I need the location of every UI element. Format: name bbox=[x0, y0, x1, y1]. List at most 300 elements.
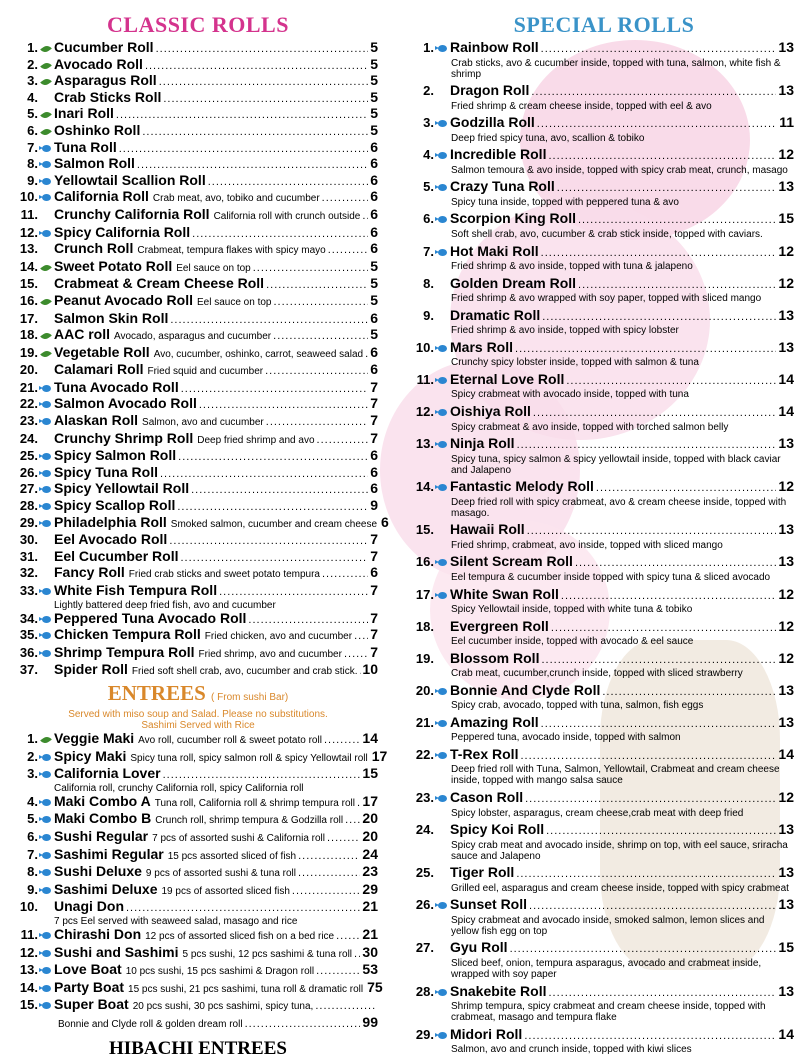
item-price: 14 bbox=[778, 745, 794, 762]
right-column bbox=[414, 10, 794, 1056]
item-number: 19. bbox=[415, 650, 434, 666]
menu-item bbox=[414, 436, 794, 476]
menu-item-row bbox=[18, 498, 378, 515]
item-price: 6 bbox=[370, 188, 378, 205]
item-sub-description: Fried shrimp & avo inside, topped with spicy lobster bbox=[451, 325, 679, 337]
menu-item-row bbox=[18, 513, 389, 533]
fish-icon bbox=[40, 503, 53, 510]
dot-leader bbox=[541, 717, 777, 733]
menu-item-row bbox=[18, 259, 378, 277]
item-number: 3. bbox=[27, 73, 38, 89]
fish-icon bbox=[40, 178, 53, 185]
leaf-icon bbox=[40, 44, 52, 55]
item-sub-description: California roll, crunchy California roll, spicy California roll bbox=[54, 782, 304, 794]
item-name: Alaskan Roll bbox=[54, 412, 139, 429]
item-price: 6 bbox=[370, 463, 378, 480]
item-price: 20 bbox=[362, 827, 378, 844]
item-price: 13 bbox=[778, 864, 794, 881]
menu-item-row bbox=[18, 532, 378, 549]
raw-fish-icon bbox=[434, 790, 450, 806]
item-number: 16. bbox=[415, 554, 434, 570]
dot-leader bbox=[322, 567, 368, 582]
item-price: 6 bbox=[370, 309, 378, 326]
item-description: 19 pcs of assorted sliced fish bbox=[161, 885, 290, 897]
menu-item bbox=[414, 865, 794, 894]
leaf-icon bbox=[40, 735, 52, 746]
item-price: 12 bbox=[778, 274, 794, 291]
dot-leader bbox=[273, 329, 368, 344]
item-sub-description: Deep fried roll with Tuna, Salmon, Yellowtail, Crabmeat and cream cheese inside, topped with mango salsa sauce bbox=[451, 764, 780, 787]
hibachi-title: HIBACHI ENTREES bbox=[109, 1038, 287, 1056]
item-price: 13 bbox=[778, 553, 794, 570]
menu-item bbox=[18, 311, 378, 328]
menu-item-row bbox=[18, 565, 378, 583]
menu-item bbox=[414, 244, 794, 273]
item-price: 6 bbox=[370, 480, 378, 497]
entrees-note: Served with miso soup and Salad. Please no substitutions. bbox=[68, 708, 328, 720]
item-sub-description: Grilled eel, asparagus and cream cheese inside, topped with spicy crabmeat bbox=[451, 882, 789, 894]
menu-item bbox=[18, 140, 378, 157]
item-price: 12 bbox=[778, 242, 794, 259]
item-number: 19. bbox=[19, 344, 38, 360]
fish-icon bbox=[436, 184, 449, 191]
menu-item bbox=[18, 532, 378, 549]
raw-fish-icon bbox=[38, 516, 54, 531]
item-description: Spicy tuna roll, spicy salmon roll & spicy Yellowtail roll bbox=[130, 752, 368, 764]
item-number: 22. bbox=[415, 746, 434, 762]
raw-fish-icon bbox=[38, 414, 54, 429]
dot-leader bbox=[529, 899, 776, 915]
menu-item-row bbox=[18, 627, 378, 645]
menu-item bbox=[18, 362, 378, 380]
item-number: 2. bbox=[27, 748, 38, 764]
item-price: 14 bbox=[778, 370, 794, 387]
item-price: 6 bbox=[370, 240, 378, 257]
item-number: 15. bbox=[19, 276, 38, 292]
item-price: 13 bbox=[778, 39, 794, 55]
item-number: 29. bbox=[19, 514, 38, 530]
menu-item-row bbox=[18, 747, 388, 767]
menu-item bbox=[414, 1027, 794, 1056]
item-number: 2. bbox=[27, 56, 38, 72]
item-number: 13. bbox=[19, 962, 38, 978]
item-name: Hawaii Roll bbox=[450, 521, 525, 538]
menu-item bbox=[18, 927, 378, 945]
item-number: 33. bbox=[19, 583, 38, 598]
item-sub-description: Eel tempura & cucumber inside topped with spicy tuna & sliced avocado bbox=[451, 571, 771, 583]
item-description: Tuna roll, California roll & shrimp tempura roll bbox=[154, 797, 355, 809]
menu-item-row bbox=[18, 207, 378, 225]
dot-leader bbox=[163, 768, 361, 783]
item-price: 5 bbox=[370, 275, 378, 292]
item-price: 7 bbox=[370, 626, 378, 643]
menu-item bbox=[18, 465, 378, 482]
item-number: 1. bbox=[27, 40, 38, 55]
menu-item-row bbox=[18, 899, 378, 916]
item-name: Vegetable Roll bbox=[54, 343, 150, 360]
item-name: Asparagus Roll bbox=[54, 72, 157, 89]
dot-leader bbox=[219, 585, 368, 600]
item-name: Chirashi Don bbox=[54, 925, 142, 942]
dot-leader bbox=[541, 246, 777, 262]
item-sub-description: Spicy crab, avocado, topped with tuna, salmon, fish eggs bbox=[451, 700, 704, 712]
menu-item-row bbox=[18, 57, 378, 74]
item-sub-description: Spicy tuna inside, topped with peppered tuna & avo bbox=[451, 196, 679, 208]
item-description: 10 pcs sushi, 15 pcs sashimi & Dragon roll bbox=[125, 966, 315, 978]
menu-item-row bbox=[414, 747, 794, 765]
menu-item bbox=[18, 276, 378, 293]
menu-item bbox=[414, 822, 794, 862]
raw-fish-icon bbox=[434, 479, 450, 495]
menu-item bbox=[18, 57, 378, 74]
item-price: 20 bbox=[362, 810, 378, 827]
dot-leader bbox=[126, 901, 360, 916]
menu-item-row bbox=[18, 225, 378, 242]
item-price: 7 bbox=[370, 609, 378, 626]
item-name: Tiger Roll bbox=[450, 864, 515, 881]
leaf-icon bbox=[40, 77, 52, 88]
item-name: Amazing Roll bbox=[450, 713, 539, 730]
item-description: 5 pcs sushi, 12 pcs sashimi & tuna roll bbox=[182, 948, 353, 960]
item-name: Eel Cucumber Roll bbox=[54, 547, 179, 564]
item-description: Fried squid and cucumber bbox=[147, 366, 264, 378]
menu-item-row bbox=[18, 978, 383, 998]
dot-leader bbox=[541, 42, 777, 58]
fish-icon bbox=[40, 932, 53, 939]
menu-item-row bbox=[18, 90, 378, 107]
raw-fish-icon bbox=[38, 963, 54, 978]
fish-icon bbox=[40, 1002, 53, 1009]
fish-icon bbox=[40, 194, 53, 201]
dot-leader bbox=[292, 884, 361, 899]
fish-icon bbox=[436, 752, 449, 759]
item-number: 6. bbox=[27, 828, 38, 844]
menu-item bbox=[18, 583, 378, 611]
item-name: Sashimi Regular bbox=[54, 845, 164, 862]
item-description: Bonnie and Clyde roll & golden dream roll bbox=[58, 1018, 243, 1030]
item-number: 24. bbox=[19, 430, 38, 446]
entrees-heading: ENTREES bbox=[107, 680, 206, 705]
dot-leader bbox=[266, 415, 368, 430]
item-number: 14. bbox=[415, 479, 434, 495]
fish-icon bbox=[40, 588, 53, 595]
menu-item-row bbox=[18, 864, 378, 882]
menu-item-row bbox=[414, 404, 794, 422]
fish-icon bbox=[40, 834, 53, 841]
item-description: Deep fried shrimp and avo bbox=[197, 434, 315, 446]
menu-item bbox=[18, 173, 378, 190]
dot-leader bbox=[180, 551, 368, 566]
item-sub-description: Spicy crab meat and avocado inside, shrimp on top, with eel sauce, sriracha sauce and Jalapeno bbox=[451, 839, 788, 862]
item-price: 12 bbox=[778, 617, 794, 634]
item-name: Oishiya Roll bbox=[450, 403, 531, 420]
item-sub-description: Spicy Yellowtail inside, topped with white tuna & tobiko bbox=[451, 604, 693, 615]
item-name: Salmon Skin Roll bbox=[54, 309, 169, 326]
item-name: Spicy Salmon Roll bbox=[54, 447, 177, 464]
raw-fish-icon bbox=[434, 587, 450, 603]
raw-fish-icon bbox=[38, 946, 54, 961]
menu-item bbox=[18, 40, 378, 57]
dot-leader bbox=[354, 947, 360, 962]
item-name: California Lover bbox=[54, 765, 161, 782]
raw-fish-icon bbox=[434, 179, 450, 195]
item-number: 17. bbox=[415, 586, 434, 602]
raw-fish-icon bbox=[38, 226, 54, 241]
menu-item bbox=[18, 413, 378, 431]
menu-item bbox=[18, 448, 378, 465]
menu-item bbox=[18, 611, 378, 628]
raw-fish-icon bbox=[38, 141, 54, 156]
entrees-list bbox=[18, 729, 388, 1033]
item-name: Veggie Maki bbox=[54, 729, 135, 746]
item-name: Scorpion King Roll bbox=[450, 210, 576, 227]
item-number: 14. bbox=[19, 979, 38, 995]
item-name: Maki Combo B bbox=[54, 810, 152, 827]
raw-fish-icon bbox=[434, 372, 450, 388]
menu-item bbox=[18, 106, 378, 123]
menu-item-row bbox=[414, 554, 794, 572]
menu-item-row bbox=[414, 83, 794, 101]
dot-leader bbox=[533, 406, 777, 422]
item-description: Fried chicken, avo and cucumber bbox=[204, 631, 353, 643]
item-sub-description: Lightly battered deep fried fish, avo and cucumber bbox=[54, 599, 276, 611]
raw-fish-icon bbox=[38, 848, 54, 863]
item-name: Eternal Love Roll bbox=[450, 370, 565, 387]
item-number: 10. bbox=[415, 339, 434, 355]
item-number: 20. bbox=[415, 682, 434, 698]
fish-icon bbox=[40, 887, 53, 894]
item-price: 5 bbox=[370, 105, 378, 122]
dot-leader bbox=[317, 433, 369, 448]
item-price: 15 bbox=[362, 765, 378, 782]
fish-icon bbox=[40, 950, 53, 957]
item-sub-description: Peppered tuna, avocado inside, topped with salmon bbox=[451, 732, 681, 744]
raw-fish-icon bbox=[38, 584, 54, 599]
item-name: Blossom Roll bbox=[450, 649, 540, 666]
menu-item-row bbox=[414, 790, 794, 808]
item-price: 12 bbox=[778, 585, 794, 602]
dot-leader bbox=[602, 685, 776, 701]
dot-leader bbox=[520, 749, 776, 765]
item-description: 15 pcs sushi, 21 pcs sashimi, tuna roll & dramatic roll bbox=[128, 983, 364, 995]
fish-icon bbox=[40, 486, 53, 493]
item-description: 7 pcs of assorted sushi & California roll bbox=[152, 832, 325, 844]
item-name: Party Boat bbox=[54, 978, 125, 995]
item-number: 4. bbox=[423, 147, 434, 163]
raw-fish-icon bbox=[434, 115, 450, 131]
item-name: Chicken Tempura Roll bbox=[54, 626, 201, 643]
dot-leader bbox=[192, 227, 368, 242]
item-description: Fried shrimp, avo and cucumber bbox=[198, 648, 342, 660]
item-description: 20 pcs sushi, 30 pcs sashimi, spicy tuna, bbox=[132, 1001, 314, 1013]
dot-leader bbox=[546, 824, 776, 840]
leaf-icon bbox=[40, 297, 52, 308]
fish-icon bbox=[40, 145, 53, 152]
menu-item-row bbox=[18, 481, 378, 498]
item-description: Crunch roll, shrimp tempura & Godzilla roll bbox=[155, 815, 344, 827]
item-sub-description: Spicy lobster, asparagus, cream cheese,crab meat with deep fried bbox=[451, 807, 744, 819]
menu-item-row bbox=[414, 683, 794, 701]
item-name: Fancy Roll bbox=[54, 564, 125, 581]
menu-item-row bbox=[18, 311, 378, 328]
raw-fish-icon bbox=[38, 190, 54, 205]
item-price: 15 bbox=[778, 210, 794, 227]
item-description: Avo, cucumber, oshinko, carrot, seaweed salad bbox=[153, 348, 364, 360]
dot-leader bbox=[365, 347, 368, 362]
menu-item bbox=[414, 276, 794, 305]
fish-icon bbox=[436, 592, 449, 599]
fish-icon bbox=[436, 559, 449, 566]
menu-item bbox=[18, 627, 378, 645]
item-name: Dramatic Roll bbox=[450, 306, 541, 323]
fish-icon bbox=[436, 1032, 449, 1039]
dot-leader bbox=[336, 929, 360, 944]
item-name: Salmon Roll bbox=[54, 155, 135, 172]
fish-icon bbox=[40, 385, 53, 392]
item-name: Unagi Don bbox=[54, 898, 124, 915]
dot-leader bbox=[525, 792, 776, 808]
leaf-icon bbox=[40, 110, 52, 121]
item-name: Spicy California Roll bbox=[54, 223, 191, 240]
item-name: Spicy Yellowtail Roll bbox=[54, 480, 190, 497]
menu-item-row bbox=[18, 362, 378, 380]
item-description: Eel sauce on top bbox=[176, 262, 251, 274]
menu-item bbox=[18, 225, 378, 242]
menu-item-row bbox=[414, 436, 794, 454]
menu-item bbox=[18, 189, 378, 207]
fish-icon bbox=[40, 754, 53, 761]
item-name: Bonnie And Clyde Roll bbox=[450, 681, 601, 698]
item-price: 30 bbox=[362, 943, 378, 960]
item-number: 5. bbox=[423, 179, 434, 195]
menu-item-row bbox=[414, 115, 794, 133]
item-sub-description: 7 pcs Eel served with seaweed salad, masago and rice bbox=[54, 915, 298, 927]
entrees-note-sashimi: Sashimi Served with Rice bbox=[141, 719, 255, 731]
item-price: 7 bbox=[370, 378, 378, 395]
dot-leader bbox=[273, 295, 368, 310]
leaf-icon bbox=[40, 60, 52, 71]
item-sub-description: Spicy crabmeat with avocado inside, topped with tuna bbox=[451, 389, 689, 401]
dot-leader bbox=[137, 158, 368, 173]
item-name: Evergreen Roll bbox=[450, 617, 549, 634]
item-price: 7 bbox=[370, 643, 378, 660]
item-price: 15 bbox=[778, 939, 794, 956]
vegetarian-leaf-icon bbox=[38, 41, 54, 56]
dot-leader bbox=[344, 647, 368, 662]
fish-icon bbox=[40, 852, 53, 859]
dot-leader bbox=[266, 278, 368, 293]
dot-leader bbox=[561, 589, 777, 605]
menu-item bbox=[18, 882, 378, 900]
item-price: 6 bbox=[370, 564, 378, 581]
vegetarian-leaf-icon bbox=[38, 74, 54, 89]
raw-fish-icon bbox=[434, 984, 450, 1000]
menu-item-row bbox=[18, 73, 378, 90]
dot-leader bbox=[541, 653, 776, 669]
item-name: Salmon Avocado Roll bbox=[54, 395, 197, 412]
item-price: 14 bbox=[778, 1025, 794, 1042]
leaf-icon bbox=[40, 127, 52, 138]
fish-icon bbox=[40, 799, 53, 806]
fish-icon bbox=[436, 216, 449, 223]
item-name: Oshinko Roll bbox=[54, 121, 141, 138]
item-description: Crabmeat, tempura flakes with spicy mayo bbox=[137, 245, 326, 257]
item-price: 7 bbox=[370, 395, 378, 412]
item-name: Maki Combo A bbox=[54, 792, 151, 809]
item-name: Sashimi Deluxe bbox=[54, 880, 158, 897]
item-number: 9. bbox=[27, 172, 38, 188]
menu-item bbox=[18, 380, 378, 397]
menu-item-row bbox=[18, 431, 378, 449]
dot-leader bbox=[298, 866, 360, 881]
raw-fish-icon bbox=[38, 928, 54, 943]
item-name: Calamari Roll bbox=[54, 361, 144, 378]
item-price: 29 bbox=[362, 880, 378, 897]
item-name: Spicy Maki bbox=[54, 747, 127, 764]
item-number: 4. bbox=[27, 89, 38, 105]
item-number: 11. bbox=[20, 206, 38, 222]
fish-icon bbox=[40, 771, 53, 778]
menu-item bbox=[414, 587, 794, 616]
raw-fish-icon bbox=[38, 628, 54, 643]
menu-item bbox=[18, 811, 378, 829]
raw-fish-icon bbox=[38, 397, 54, 412]
menu-item bbox=[414, 619, 794, 648]
menu-item-row bbox=[414, 479, 794, 497]
fish-icon bbox=[436, 902, 449, 909]
dot-leader bbox=[516, 867, 776, 883]
menu-item bbox=[414, 790, 794, 819]
item-number: 12. bbox=[19, 224, 38, 240]
dot-leader bbox=[178, 450, 368, 465]
raw-fish-icon bbox=[38, 381, 54, 396]
item-name: Peppered Tuna Avocado Roll bbox=[54, 609, 247, 626]
item-price: 99 bbox=[362, 1013, 378, 1030]
item-price: 5 bbox=[370, 121, 378, 138]
item-sub-description: Spicy crabmeat and avocado inside, smoked salmon, lemon slices and yellow fish egg on top bbox=[451, 914, 765, 937]
item-name: Incredible Roll bbox=[450, 146, 547, 163]
item-description: Fried soft shell crab, avo, cucumber and crab stick. bbox=[131, 666, 358, 678]
menu-item-row bbox=[414, 179, 794, 197]
item-price: 13 bbox=[778, 82, 794, 99]
item-price: 9 bbox=[370, 497, 378, 514]
menu-item-row bbox=[18, 583, 378, 600]
menu-item bbox=[18, 794, 378, 812]
menu-item bbox=[18, 156, 378, 173]
menu-item bbox=[18, 962, 378, 980]
menu-item bbox=[414, 715, 794, 744]
menu-item-row bbox=[414, 865, 794, 883]
vegetarian-leaf-icon bbox=[38, 124, 54, 139]
item-name: T-Rex Roll bbox=[450, 745, 519, 762]
dot-leader bbox=[177, 500, 368, 515]
item-sub-description: Shrimp tempura, spicy crabmeat and cream cheese inside, topped with crabmeat, masago and tempura flake bbox=[451, 1001, 766, 1024]
menu-item-row bbox=[18, 794, 378, 812]
raw-fish-icon bbox=[434, 1027, 450, 1043]
fish-icon bbox=[40, 869, 53, 876]
menu-item-row bbox=[18, 997, 378, 1015]
item-price: 11 bbox=[779, 114, 794, 131]
dot-leader bbox=[191, 483, 368, 498]
item-number: 12. bbox=[415, 404, 434, 420]
item-name: Godzilla Roll bbox=[450, 114, 535, 131]
menu-item-row bbox=[414, 619, 794, 637]
menu-item-row bbox=[18, 829, 378, 847]
leaf-icon bbox=[40, 331, 52, 342]
item-price: 6 bbox=[370, 205, 378, 222]
menu-item-row bbox=[18, 413, 378, 431]
item-price: 17 bbox=[362, 792, 378, 809]
